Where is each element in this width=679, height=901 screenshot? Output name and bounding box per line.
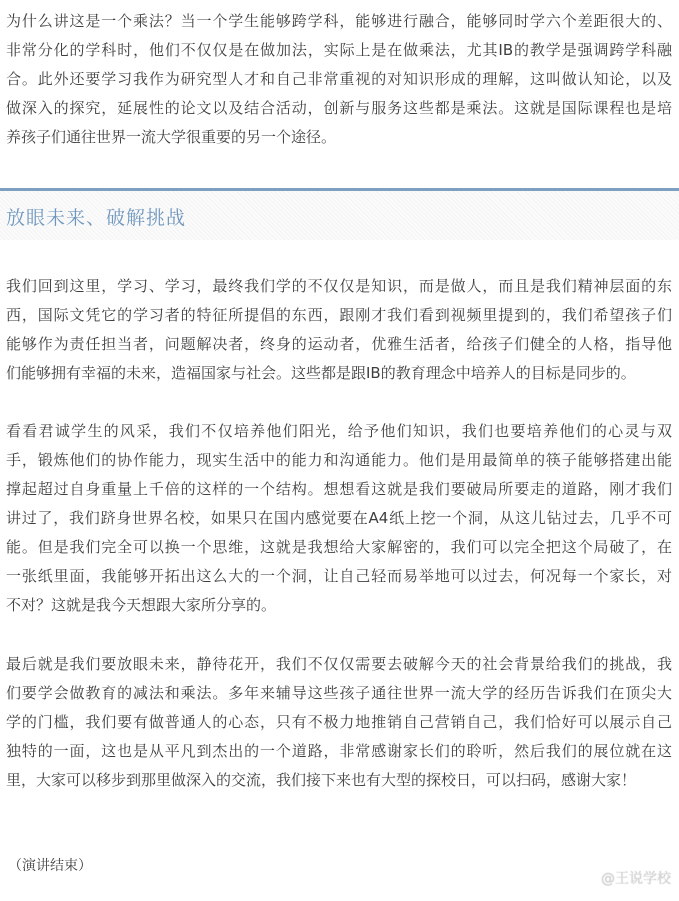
- text-line: 手，锻炼他们的协作能力，现实生活中的能力和沟通能力。他们是用最简单的筷子能够搭建出能: [6, 451, 672, 469]
- paragraph-3: [6, 417, 672, 620]
- section-header: [0, 188, 679, 240]
- text-line: 撑起超过自身重量上千倍的这样的一个结构。想想看这就是我们要破局所要走的道路，刚才我们: [6, 480, 672, 498]
- section-title: 放眼未来、破解挑战: [6, 207, 187, 229]
- text-line: 能够作为责任担当者，问题解决者，终身的运动者，优雅生活者，给孩子们健全的人格，指导他: [6, 335, 672, 353]
- text-line: 讲过了，我们跻身世界名校，如果只在国内感觉要在A4纸上挖一个洞，从这儿钻过去，几乎不可: [6, 509, 672, 527]
- text-line: 养孩子们通往世界一流大学很重要的另一个途径。: [6, 128, 337, 146]
- text-line: 里，大家可以移步到那里做深入的交流，我们接下来也有大型的探校日，可以扫码，感谢大家！: [6, 771, 637, 789]
- text-line: 学的门槛，我们要有做普通人的心态，只有不极力地推销自己营销自己，我们恰好可以展示自己: [6, 713, 672, 731]
- text-line: 一张纸里面，我能够开拓出这么大的一个洞，让自己轻而易举地可以过去，何况每一个家长，对: [6, 567, 672, 585]
- watermark: @王说学校: [601, 871, 671, 887]
- text-line: 能。但是我们完全可以换一个思维，这就是我想给大家解密的，我们可以完全把这个局破了，在: [6, 538, 672, 556]
- text-line: 们能够拥有幸福的未来，造福国家与社会。这些都是跟IB的教育理念中培养人的目标是同步的。: [6, 364, 636, 382]
- text-line: 西，国际文凭它的学习者的特征所提倡的东西，跟刚才我们看到视频里提到的，我们希望孩子们: [6, 306, 672, 324]
- text-line: 看看君诚学生的风采，我们不仅培养他们阳光，给予他们知识，我们也要培养他们的心灵与双: [6, 422, 672, 440]
- paragraph-2: [6, 272, 672, 388]
- text-line: 独特的一面，这也是从平凡到杰出的一个道路，非常感谢家长们的聆听，然后我们的展位就在这: [6, 742, 672, 760]
- text-line: 们要学会做教育的减法和乘法。多年来辅导这些孩子通往世界一流大学的经历告诉我们在顶尖大: [6, 684, 672, 702]
- text-line: 做深入的探究，延展性的论文以及结合活动，创新与服务这些都是乘法。这就是国际课程也是培: [6, 99, 672, 117]
- closing-note: （演讲结束）: [8, 858, 92, 874]
- text-line: 非常分化的学科时，他们不仅仅是在做加法，实际上是在做乘法，尤其IB的教学是强调跨学科融: [6, 41, 672, 59]
- text-line: 为什么讲这是一个乘法？当一个学生能够跨学科，能够进行融合，能够同时学六个差距很大的、: [6, 12, 672, 30]
- text-line: 合。此外还要学习我作为研究型人才和自己非常重视的对知识形成的理解，这叫做认知论，以及: [6, 70, 672, 88]
- text-line: 我们回到这里，学习、学习，最终我们学的不仅仅是知识，而是做人，而且是我们精神层面的东: [6, 277, 672, 295]
- paragraph-4: [6, 650, 672, 795]
- text-line: 不对？这就是我今天想跟大家所分享的。: [6, 596, 277, 614]
- paragraph-1: [6, 7, 672, 152]
- text-line: 最后就是我们要放眼未来，静待花开，我们不仅仅需要去破解今天的社会背景给我们的挑战，我: [6, 655, 672, 673]
